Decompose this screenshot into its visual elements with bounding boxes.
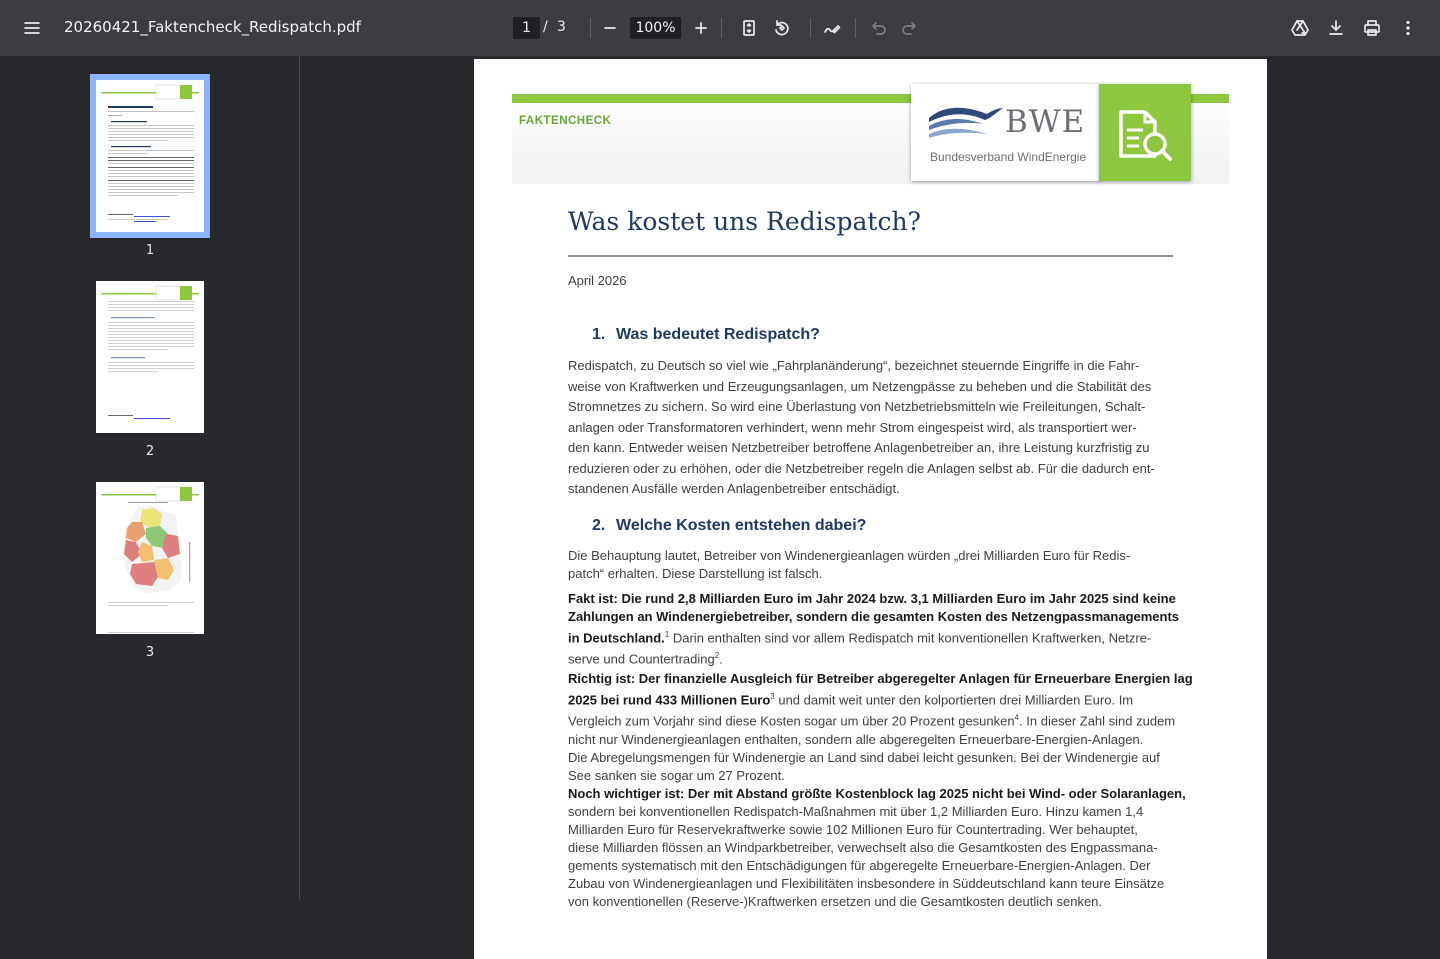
annotate-pen-icon — [822, 18, 842, 38]
section-title: Welche Kosten entstehen dabei? — [616, 517, 867, 534]
bold-text: Richtig ist: Der finanzielle Ausgleich für Betreiber abgeregelter Anlagen für Erneuerbare Energien lag — [568, 671, 1193, 686]
rotate-button[interactable] — [766, 12, 798, 44]
section-2-heading — [592, 517, 866, 535]
logo-text: BWE — [1005, 104, 1086, 140]
body-line: Die Abregelungsmengen für Windenergie an Land sind dabei leicht gesunken. Bei der Windenergie auf — [568, 749, 1160, 765]
pdf-page — [474, 59, 1267, 959]
bold-text: Zahlungen an Windenergiebetreiber, sondern die gesamten Kosten des Netzengpassmanagements — [568, 609, 1180, 624]
document-viewer[interactable] — [301, 56, 1440, 909]
factcheck-badge — [1099, 84, 1191, 181]
body-line: reduzieren oder zu erhöhen, oder die Netzbetreiber regeln die Anlagen selbst ab. Für die dadurch ent- — [568, 460, 1155, 476]
pdf-toolbar — [0, 0, 1440, 56]
section-title: Was bedeutet Redispatch? — [616, 326, 820, 343]
body-line: von konventionellen (Reserve-)Kraftwerken ersetzen und die Gesamtkosten deutlich senken. — [568, 894, 1103, 909]
current-page-input[interactable]: 1 — [513, 17, 540, 39]
total-pages: 3 — [557, 19, 566, 35]
rotate-icon — [772, 18, 792, 38]
more-options-button[interactable] — [1392, 12, 1424, 44]
section-2-intro — [568, 547, 1173, 583]
bold-text: 2025 bei rund 433 Millionen Euro — [568, 692, 771, 708]
download-button[interactable] — [1320, 12, 1352, 44]
body-line: Milliarden Euro für Reservekraftwerke sowie 102 Millionen Euro für Countertrading. Wer behauptet, — [568, 822, 1138, 837]
body-line: standenen Ausfälle werden Anlagenbetreiber entschädigt. — [568, 481, 900, 496]
richtig-paragraph — [568, 670, 1193, 785]
document-heading: Was kostet uns Redispatch? — [568, 207, 921, 236]
bold-text: in Deutschland. — [568, 630, 665, 646]
thumbnail-label: 1 — [145, 243, 155, 258]
bold-text: Fakt ist: Die rund 2,8 Milliarden Euro im Jahr 2024 bzw. 3,1 Milliarden Euro im Jahr 2025 sind keine — [568, 591, 1176, 606]
redo-icon — [900, 18, 920, 38]
body-text: und damit weit unter den kolportierten drei Milliarden Euro. Im — [774, 692, 1134, 708]
section-number: 2. — [592, 517, 606, 534]
header-tag: FAKTENCHECK — [519, 115, 612, 127]
bold-text: Noch wichtiger ist: Der mit Abstand größte Kostenblock lag 2025 nicht bei Wind- oder Solaranlagen, — [568, 786, 1186, 801]
footnote-ref[interactable]: 4 — [1014, 713, 1020, 723]
toolbar-divider — [810, 18, 811, 38]
body-line: Zubau von Windenergieanlagen und Flexibilitäten insbesondere in Süddeutschland kann teure Einsätze — [568, 876, 1165, 891]
thumbnail-label: 2 — [145, 444, 155, 459]
section-number: 1. — [592, 326, 606, 343]
page-thumbnail-3[interactable] — [96, 482, 204, 634]
plus-icon — [691, 18, 711, 38]
save-to-drive-button[interactable] — [1284, 12, 1316, 44]
body-line: sondern bei konventionellen Redispatch-Maßnahmen mit über 1,2 Milliarden Euro. Hinzu kamen 1,4 — [568, 804, 1144, 819]
zoom-level-input[interactable]: 100% — [630, 17, 681, 39]
fit-page-icon — [739, 18, 759, 38]
zoom-in-button[interactable] — [685, 12, 717, 44]
body-text: . — [719, 651, 723, 667]
document-date: April 2026 — [568, 273, 627, 288]
body-line: Redispatch, zu Deutsch so viel wie „Fahrplanänderung“, bezeichnet steuernde Eingriffe in die Fahr- — [568, 358, 1140, 373]
page-thumbnail-preview — [96, 281, 204, 433]
more-vert-icon — [1398, 18, 1418, 38]
body-text: serve und Countertrading — [568, 651, 715, 667]
section-1-heading — [592, 326, 820, 344]
noch-paragraph — [568, 785, 1186, 911]
toolbar-divider — [855, 18, 856, 38]
footnote-ref[interactable]: 1 — [664, 630, 670, 639]
menu-button[interactable] — [16, 12, 48, 44]
body-line: anlagen oder Transformatoren verhindert, wenn mehr Strom eingespeist wird, als transportiert wer- — [568, 419, 1137, 435]
toolbar-divider — [721, 18, 722, 38]
download-icon — [1326, 18, 1346, 38]
annotate-button[interactable] — [816, 12, 848, 44]
toolbar-divider — [590, 18, 591, 38]
logo-subtitle: Bundesverband WindEnergie — [930, 150, 1087, 164]
drive-add-icon — [1290, 18, 1310, 38]
minus-icon — [600, 18, 620, 38]
body-line: Die Behauptung lautet, Betreiber von Windenergieanlagen würden „drei Milliarden Euro für Redis- — [568, 548, 1131, 563]
body-line: Stromnetzes zu sichern. So wird eine Überlastung von Netzbetriebsmitteln wie Freileitungen, Schalt- — [568, 399, 1146, 414]
page-thumbnail-2[interactable] — [96, 281, 204, 433]
redo-button[interactable] — [894, 12, 926, 44]
fakt-paragraph — [568, 590, 1180, 669]
thumbnail-label: 3 — [145, 645, 155, 660]
body-line: nicht nur Windenergieanlagen enthalten, sondern alle abgeregelten Erneuerbare-Energien-Anlagen. — [568, 731, 1144, 747]
body-line: diese Milliarden flössen an Windparkbetreiber, verwechselt also die Gesamtkosten des Engpassmana- — [568, 840, 1158, 855]
undo-icon — [868, 18, 888, 38]
body-text: Vergleich zum Vorjahr sind diese Kosten sogar um über 20 Prozent gesunken — [568, 713, 1015, 729]
thumbnail-sidebar — [0, 56, 300, 900]
bwe-wave-logo-icon — [927, 100, 1007, 150]
footnote-ref[interactable]: 3 — [770, 692, 775, 701]
body-line: weise von Kraftwerken und Erzeugungsanlagen, um Netzengpässe zu beheben und die Stabilität des — [568, 378, 1152, 394]
body-line: patch“ erhalten. Diese Darstellung ist falsch. — [568, 566, 823, 581]
page-thumbnail-preview — [96, 80, 204, 232]
body-text: Darin enthalten sind vor allem Redispatch mit konventionellen Kraftwerken, Netzre- — [669, 630, 1152, 646]
title-divider — [568, 255, 1173, 257]
footnote-ref[interactable]: 2 — [714, 651, 720, 661]
print-button[interactable] — [1356, 12, 1388, 44]
fit-page-button[interactable] — [733, 12, 765, 44]
body-line: gements systematisch mit den Entschädigungen für abgeregelte Erneuerbare-Energien-Anlagen. Der — [568, 858, 1151, 873]
undo-button[interactable] — [862, 12, 894, 44]
document-search-icon — [1099, 84, 1191, 181]
page-thumbnail-preview — [96, 482, 204, 634]
body-line: See sanken sie sogar um 27 Prozent. — [568, 767, 785, 783]
body-text: . In dieser Zahl sind zudem — [1019, 713, 1176, 729]
hamburger-menu-icon — [22, 18, 42, 38]
printer-icon — [1362, 18, 1382, 38]
document-title: 20260421_Faktencheck_Redispatch.pdf — [64, 18, 361, 36]
page-thumbnail-1[interactable] — [96, 80, 204, 232]
body-line: den kann. Entweder weisen Netzbetreiber betroffene Anlagenbetreiber an, ihre Leistung kurzfristig zu — [568, 440, 1150, 455]
page-separator: / — [543, 19, 548, 35]
zoom-out-button[interactable] — [594, 12, 626, 44]
section-1-body — [568, 356, 1173, 500]
